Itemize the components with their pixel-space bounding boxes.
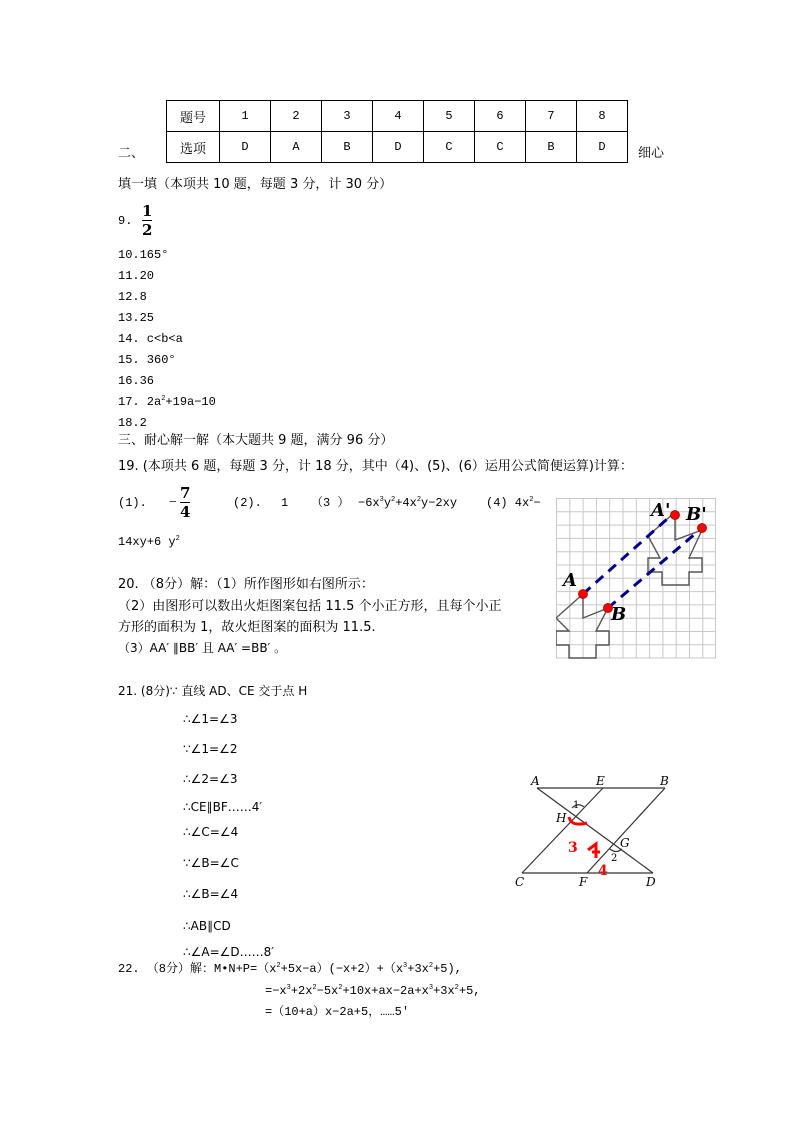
q19-p1-sign: − <box>169 495 177 510</box>
q20-line3: 方形的面积为 1，故火炬图案的面积为 11.5. <box>118 620 376 635</box>
label-four: 4 <box>598 863 608 879</box>
sup: 2 <box>276 962 281 970</box>
sup: 2 <box>391 496 396 504</box>
q19-intro: 19. (本项共 6 题，每题 3 分，计 18 分，其中（4)、(5)、(6）运用公式简便运算)计算： <box>118 459 633 474</box>
header-label: 题号 <box>167 101 220 132</box>
answer-label: 选项 <box>167 132 220 163</box>
section2-title: 填一填（本项共 10 题，每题 3 分，计 30 分） <box>118 177 393 192</box>
q19-p3-value <box>358 496 457 510</box>
q19-p1-fraction <box>180 485 190 520</box>
sup: 3 <box>286 984 291 992</box>
sup: 2 <box>428 962 434 970</box>
torch-translation-figure <box>556 498 716 659</box>
answer-cell: D <box>577 132 628 163</box>
point-labels <box>515 774 669 889</box>
label-b-prime: B' <box>686 504 707 525</box>
sup: 3 <box>428 984 434 992</box>
label-f: F <box>579 875 588 889</box>
q20-line2: （2）由图形可以数出火炬图案包括 11.5 个小正方形，且每个小正 <box>118 599 502 614</box>
term: +5), <box>433 962 462 976</box>
sup: 2 <box>416 496 422 504</box>
section2-suffix: 细心 <box>638 146 665 161</box>
translation-dashes <box>583 512 702 608</box>
q21-step: ∴∠C=∠4 <box>183 825 239 839</box>
q9-label: 9. <box>118 214 133 228</box>
question-number: 8 <box>577 101 628 132</box>
q22-line2 <box>265 984 480 998</box>
label-angle-1: 1 <box>573 800 580 811</box>
points <box>579 511 707 613</box>
q20-line4: （3）AA′ ∥BB′ 且 AA′ =BB′ 。 <box>118 641 287 655</box>
term: (4) 4x <box>486 496 530 510</box>
question-number: 2 <box>271 101 322 132</box>
label-e: E <box>596 774 605 788</box>
table-row-answers <box>167 132 628 163</box>
figure-lines <box>522 788 665 873</box>
term: +3x <box>433 984 455 998</box>
term: +2x <box>290 984 313 998</box>
q21-line1: 21. (8分)∵ 直线 AD、CE 交于点 H <box>118 684 308 698</box>
q14-answer: 14. c<b<a <box>118 332 183 346</box>
answer-table <box>166 100 628 163</box>
term: +4x <box>395 496 417 510</box>
q21-step: ∵∠B=∠C <box>183 856 239 870</box>
answer-cell: A <box>271 132 322 163</box>
answer-cell: B <box>322 132 373 163</box>
q9-numerator: 1 <box>142 202 153 220</box>
q18-answer: 18.2 <box>118 416 147 430</box>
question-number: 1 <box>220 101 271 132</box>
sup: 2 <box>529 496 534 504</box>
label-a-prime: A' <box>651 500 671 521</box>
question-number: 7 <box>526 101 577 132</box>
term: − <box>533 496 541 510</box>
label-c: C <box>515 875 525 889</box>
sup: 3 <box>379 496 384 504</box>
q11-answer: 11.20 <box>118 269 155 283</box>
sup: 2 <box>175 535 180 543</box>
q22-line1 <box>118 962 462 976</box>
q21-step: ∴AB∥CD <box>183 919 231 933</box>
q20-line1: 20. （8分）解：（1）所作图形如右图所示： <box>118 577 374 592</box>
term: +5x−a）(−x+2）+（x <box>280 962 404 976</box>
q13-answer: 13.25 <box>118 311 155 325</box>
q21-step: ∴CE∥BF……4′ <box>183 800 263 814</box>
q17-answer <box>118 395 216 409</box>
section3-title: 三、耐心解一解（本大题共 9 题，满分 96 分） <box>118 433 394 448</box>
q15-answer: 15. 360° <box>118 353 176 367</box>
term: =−x <box>265 984 287 998</box>
label-h: H <box>556 811 567 825</box>
q19-p2-value: 1 <box>281 496 289 510</box>
sup: 2 <box>338 984 343 992</box>
label-three: 3 <box>568 840 578 856</box>
q19-p3-label: （3 ） <box>311 496 350 510</box>
question-number: 6 <box>475 101 526 132</box>
q9-fraction <box>142 203 152 238</box>
q21-step: ∴∠B=∠4 <box>183 887 239 901</box>
term: −5x <box>316 984 339 998</box>
answer-cell: D <box>220 132 271 163</box>
term: 14xy+6 y <box>118 535 176 549</box>
q21-step: ∴∠2=∠3 <box>183 772 238 786</box>
answer-cell: C <box>475 132 526 163</box>
term: +10x+ax−2a+x <box>342 984 429 998</box>
answer-cell: D <box>373 132 424 163</box>
q19-p2-label: (2). <box>233 496 262 510</box>
parallel-lines-figure <box>510 770 690 895</box>
answer-cell: C <box>424 132 475 163</box>
label-b: B <box>660 774 669 788</box>
sup: 2 <box>312 984 317 992</box>
term: +5, <box>458 984 481 998</box>
q19-p1-numerator: 7 <box>180 484 191 502</box>
sup: 3 <box>403 962 408 970</box>
term: 22. （8分）解：M•N+P=（x <box>118 962 277 976</box>
question-number: 4 <box>373 101 424 132</box>
label-g: G <box>620 836 630 850</box>
q21-step: ∴∠1=∠3 <box>183 712 238 726</box>
q22-line3: =（10+a）x−2a+5，……5′ <box>265 1005 410 1019</box>
label-a: A <box>531 774 540 788</box>
term: y <box>383 496 392 510</box>
term: −6x <box>358 496 380 510</box>
torch-shapes <box>556 512 702 658</box>
q17-rest: +19a−10 <box>165 395 216 409</box>
q9-denominator: 2 <box>142 221 153 239</box>
question-number: 5 <box>424 101 475 132</box>
q21-step: ∴∠A=∠D……8′ <box>183 945 275 959</box>
q19-p1-label: (1). <box>118 496 147 510</box>
table-row-numbers <box>167 101 628 132</box>
term: +3x <box>407 962 429 976</box>
label-a: A <box>563 570 577 591</box>
term: y−2xy <box>421 496 458 510</box>
sup: 2 <box>454 984 459 992</box>
question-number: 3 <box>322 101 373 132</box>
label-d: D <box>646 875 656 889</box>
answer-cell: B <box>526 132 577 163</box>
q19-p4 <box>486 496 541 510</box>
label-b: B <box>611 604 627 625</box>
q16-answer: 16.36 <box>118 374 155 388</box>
q21-step: ∵∠1=∠2 <box>183 742 238 756</box>
section2-prefix: 二、 <box>118 146 145 161</box>
q12-answer: 12.8 <box>118 290 147 304</box>
q17-sup: 2 <box>161 395 166 403</box>
q19-p4-line2 <box>118 535 180 549</box>
q19-p1-denominator: 4 <box>180 503 191 521</box>
q17-label: 17. 2a <box>118 395 162 409</box>
label-angle-2: 2 <box>611 853 618 864</box>
q10-answer: 10.165° <box>118 248 169 262</box>
